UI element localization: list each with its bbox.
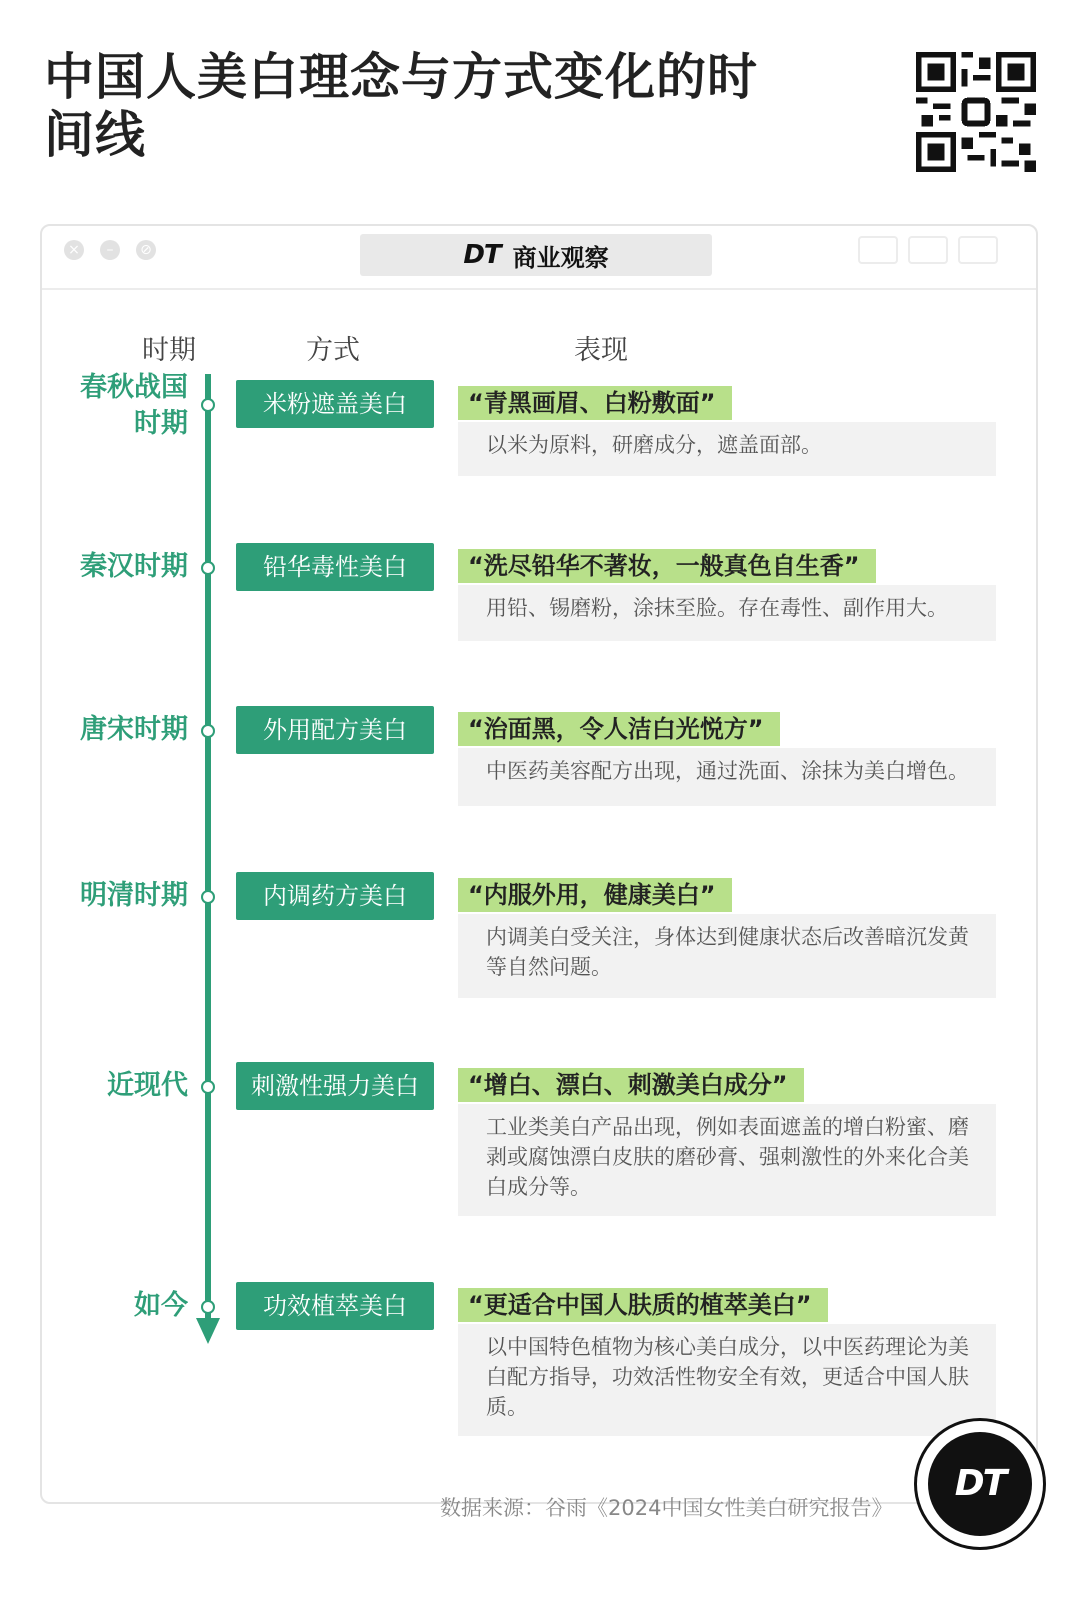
timeline-node [201, 1300, 215, 1314]
minimize-icon[interactable]: – [100, 240, 120, 260]
quote-highlight: “洗尽铅华不著妆，一般真色自生香” [458, 549, 876, 583]
maximize-icon[interactable]: ⊘ [136, 240, 156, 260]
quote-highlight: “青黑画眉、白粉敷面” [458, 386, 732, 420]
page-title: 中国人美白理念与方式变化的时间线 [44, 48, 758, 164]
timeline-node [201, 398, 215, 412]
description-box: 工业类美白产品出现，例如表面遮盖的增白粉蜜、磨剥或腐蚀漂白皮肤的磨砂膏、强刺激性的外来化合美白成分等。 [458, 1104, 996, 1216]
quote-highlight: “增白、漂白、刺激美白成分” [458, 1068, 804, 1102]
description-box: 以中国特色植物为核心美白成分，以中医药理论为美白配方指导，功效活性物安全有效，更适合中国人肤质。 [458, 1324, 996, 1436]
share-icon[interactable] [908, 236, 948, 264]
method-tag: 功效植萃美白 [236, 1282, 434, 1330]
quote-highlight: “内服外用，健康美白” [458, 878, 732, 912]
header-method: 方式 [306, 335, 360, 366]
window-icon[interactable] [958, 236, 998, 264]
close-icon[interactable]: × [64, 240, 84, 260]
timeline-node [201, 1080, 215, 1094]
timeline-axis [205, 374, 211, 1318]
quote-highlight: “更适合中国人肤质的植萃美白” [458, 1288, 828, 1322]
timeline-node [201, 890, 215, 904]
method-tag: 米粉遮盖美白 [236, 380, 434, 428]
timeline-arrow-icon [196, 1318, 220, 1344]
record-icon[interactable] [858, 236, 898, 264]
period-label: 秦汉时期 [80, 551, 188, 582]
quote-highlight: “治面黑，令人洁白光悦方” [458, 712, 780, 746]
period-label: 如今 [134, 1290, 188, 1321]
header-performance: 表现 [574, 335, 628, 366]
window-title-bar [42, 226, 1036, 290]
period-label: 唐宋时期 [80, 714, 188, 745]
description-box: 以米为原料，研磨成分，遮盖面部。 [458, 422, 996, 476]
description-box: 中医药美容配方出现，通过洗面、涂抹为美白增色。 [458, 748, 996, 806]
timeline-node [201, 724, 215, 738]
period-label: 近现代 [107, 1070, 188, 1101]
brand-name: 商业观察 [512, 243, 609, 272]
period-label: 明清时期 [80, 880, 188, 911]
data-source: 数据来源：谷雨《2024中国女性美白研究报告》 [440, 1496, 893, 1520]
qr-code [916, 52, 1036, 172]
method-tag: 铅华毒性美白 [236, 543, 434, 591]
method-tag: 刺激性强力美白 [236, 1062, 434, 1110]
method-tag: 内调药方美白 [236, 872, 434, 920]
dt-badge-logo [914, 1418, 1046, 1550]
period-label: 春秋战国时期 [80, 372, 188, 439]
dt-badge-text: DT [928, 1432, 1032, 1536]
header-period: 时期 [142, 335, 196, 366]
timeline-node [201, 561, 215, 575]
description-box: 用铅、锡磨粉，涂抹至脸。存在毒性、副作用大。 [458, 585, 996, 641]
method-tag: 外用配方美白 [236, 706, 434, 754]
description-box: 内调美白受关注，身体达到健康状态后改善暗沉发黄等自然问题。 [458, 914, 996, 998]
brand-header [360, 234, 712, 276]
dt-logo: DT [463, 240, 501, 270]
